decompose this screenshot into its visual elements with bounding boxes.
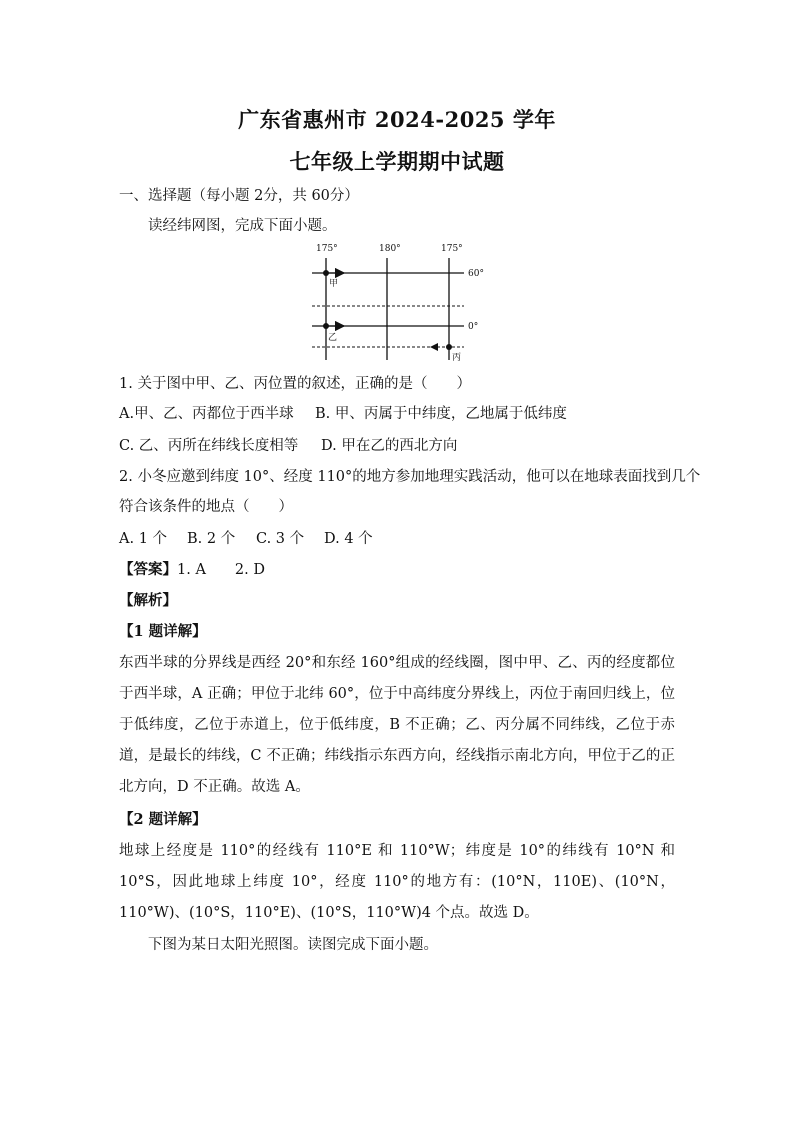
q2-option-d: D. 4 个 xyxy=(324,531,373,547)
question-2-stem-line2: 符合该条件的地点（ ） xyxy=(119,499,293,515)
label-lon-180: 180° xyxy=(379,244,401,254)
q2-detail-text: 地球上经度是 110°的经线有 110°E 和 110°W；纬度是 10°的纬线有 10°N 和 10°S，因此地球上纬度 10°，经度 110°的地方有：(10°N，110E)、(10°N，110°W)、(10°S，110°E)、(10°S，110°W)4 个点。故选 D。 xyxy=(119,843,675,921)
answer-text: 1. A 2. D xyxy=(177,562,265,578)
label-jia: 甲 xyxy=(329,279,339,289)
next-question-intro: 下图为某日太阳光照图。读图完成下面小题。 xyxy=(148,937,438,953)
question-1-options-row1 xyxy=(119,404,679,424)
question-1-options-row2 xyxy=(119,436,679,456)
q2-option-a: A. 1 个 xyxy=(119,531,168,547)
question-2-options xyxy=(119,529,679,549)
q2-detail-label: 【2 题详解】 xyxy=(119,811,207,828)
label-bing: 丙 xyxy=(452,353,462,363)
arrow-bing xyxy=(430,343,438,351)
label-lat-60: 60° xyxy=(468,269,484,279)
answer-line xyxy=(119,560,679,580)
q1-option-d: D. 甲在乙的西北方向 xyxy=(321,438,458,454)
label-lat-0: 0° xyxy=(468,322,479,332)
analysis-label: 【解析】 xyxy=(119,592,177,609)
q1-detail-text: 东西半球的分界线是西经 20°和东经 160°组成的经线圈，图中甲、乙、丙的经度都位于西半球，A 正确；甲位于北纬 60°，位于中高纬度分界线上，丙位于南回归线上，位于低纬度，乙位于赤道上，位于低纬度，B 不正确；乙、丙分属不同纬线，乙位于赤道，是最长的纬线，C 不正确；纬线指示东西方向，经线指示南北方向，甲位于乙的正北方向，D 不正确。故选 A。 xyxy=(119,655,675,795)
label-lon-175-west: 175° xyxy=(316,244,338,254)
label-yi: 乙 xyxy=(328,333,338,343)
point-jia xyxy=(323,270,329,276)
answer-label: 【答案】 xyxy=(119,561,177,578)
q1-option-c: C. 乙、丙所在纬线长度相等 xyxy=(119,438,299,454)
q1-option-b: B. 甲、丙属于中纬度，乙地属于低纬度 xyxy=(315,406,567,422)
q1-option-a: A.甲、乙、丙都位于西半球 xyxy=(119,406,294,422)
q1-detail-label: 【1 题详解】 xyxy=(119,623,207,640)
lat-long-grid-svg xyxy=(300,240,500,370)
exam-title-line1: 广东省惠州市 2024-2025 学年 xyxy=(238,107,556,132)
question-2-stem-line1: 2. 小冬应邀到纬度 10°、经度 110°的地方参加地理实践活动，他可以在地球表面找到几个 xyxy=(119,469,701,485)
exam-title-line2: 七年级上学期期中试题 xyxy=(289,149,505,174)
q2-option-c: C. 3 个 xyxy=(256,531,305,547)
point-bing xyxy=(446,344,452,350)
lat-long-grid-figure xyxy=(300,240,500,370)
question-1-stem: 1. 关于图中甲、乙、丙位置的叙述，正确的是（ ） xyxy=(119,376,471,392)
section-heading: 一、选择题（每小题 2分，共 60分） xyxy=(119,188,359,204)
q2-option-b: B. 2 个 xyxy=(187,531,236,547)
point-yi xyxy=(323,323,329,329)
section-intro: 读经纬网图，完成下面小题。 xyxy=(148,218,337,234)
label-lon-175-east: 175° xyxy=(441,244,463,254)
